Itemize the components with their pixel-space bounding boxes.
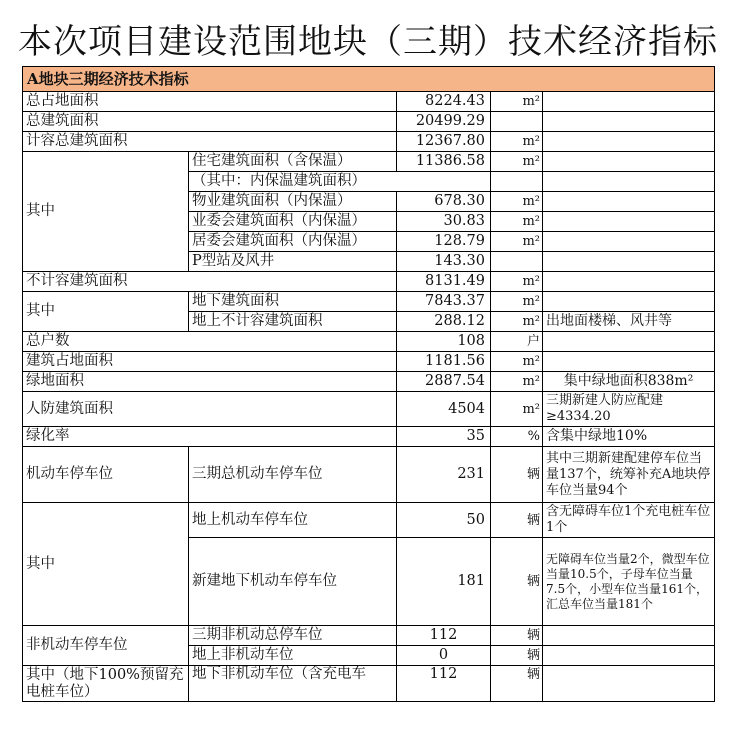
row-label: 居委会建筑面积（内保温）: [189, 232, 397, 252]
row-label: 绿化率: [23, 427, 397, 447]
row-note: [543, 292, 715, 312]
row-label: 三期非机动总停车位: [189, 626, 397, 646]
row-label: 地下非机动车位（含充电车: [189, 666, 397, 702]
row-note: [543, 232, 715, 252]
row-label: 机动车停车位: [23, 447, 189, 503]
row-label: 建筑占地面积: [23, 352, 397, 372]
page-title: 本次项目建设范围地块（三期）技术经济指标: [18, 22, 718, 62]
row-unit: 辆: [491, 646, 543, 666]
row-label: 地上不计容建筑面积: [189, 312, 397, 332]
row-note: 三期新建人防应配建≥4334.20: [543, 392, 715, 427]
row-note: [543, 152, 715, 172]
row-label: 地上机动车停车位: [189, 503, 397, 538]
row-sublabel: 三期总机动车停车位: [189, 447, 397, 503]
row-note: 含集中绿地10%: [543, 427, 715, 447]
row-unit: m²: [491, 312, 543, 332]
row-unit: [491, 252, 543, 272]
row-value: 112: [397, 666, 491, 702]
row-note: 集中绿地面积838m²: [543, 372, 715, 392]
row-unit: 辆: [491, 666, 543, 702]
row-value: 20499.29: [397, 112, 491, 132]
row-note: 其中三期新建配建停车位当量137个，统筹补充A地块停车位当量94个: [543, 447, 715, 503]
row-value: 108: [397, 332, 491, 352]
row-unit: [491, 172, 543, 192]
row-unit: %: [491, 427, 543, 447]
row-value: 30.83: [397, 212, 491, 232]
row-note: 无障碍车位当量2个，微型车位当量10.5个，子母车位当量7.5个，小型车位当量161个，汇总车位当量181个: [543, 538, 715, 626]
row-unit: m²: [491, 352, 543, 372]
economic-indicators-table: [22, 66, 715, 702]
table-row: [23, 292, 715, 312]
row-note: [543, 272, 715, 292]
row-unit: m²: [491, 372, 543, 392]
row-note: 含无障碍车位1个充电桩车位1个: [543, 503, 715, 538]
row-note: [543, 192, 715, 212]
row-note: [543, 352, 715, 372]
row-unit: m²: [491, 292, 543, 312]
row-value: 11386.58: [397, 152, 491, 172]
row-value: 288.12: [397, 312, 491, 332]
table-row: [23, 92, 715, 112]
row-value: 35: [397, 427, 491, 447]
row-value: 1181.56: [397, 352, 491, 372]
row-value: 0: [397, 646, 491, 666]
row-unit: m²: [491, 392, 543, 427]
row-unit: 户: [491, 332, 543, 352]
group-label: 其中: [23, 152, 189, 272]
table-row: [23, 447, 715, 503]
group-label: 非机动车停车位: [23, 626, 189, 666]
row-unit: [491, 112, 543, 132]
row-value: 678.30: [397, 192, 491, 212]
row-label: 不计容建筑面积: [23, 272, 397, 292]
table-header: A地块三期经济技术指标: [23, 67, 715, 92]
row-label: 绿地面积: [23, 372, 397, 392]
table-row: [23, 372, 715, 392]
table-row: [23, 332, 715, 352]
table-row: [23, 427, 715, 447]
row-label: P型站及风井: [189, 252, 397, 272]
table-header-row: [23, 67, 715, 92]
row-unit: 辆: [491, 626, 543, 646]
row-note: [543, 92, 715, 112]
row-note: [543, 626, 715, 646]
row-unit: m²: [491, 152, 543, 172]
row-value: 112: [397, 626, 491, 646]
row-unit: m²: [491, 232, 543, 252]
row-note: [543, 212, 715, 232]
row-value: 4504: [397, 392, 491, 427]
row-label: 住宅建筑面积（含保温）: [189, 152, 397, 172]
row-unit: 辆: [491, 503, 543, 538]
row-label: 业委会建筑面积（内保温）: [189, 212, 397, 232]
row-value: 128.79: [397, 232, 491, 252]
row-unit: m²: [491, 192, 543, 212]
row-unit: 辆: [491, 447, 543, 503]
row-value: 8224.43: [397, 92, 491, 112]
row-unit: m²: [491, 272, 543, 292]
row-note: 出地面楼梯、风井等: [543, 312, 715, 332]
row-label: 总建筑面积: [23, 112, 397, 132]
table-row: [23, 152, 715, 172]
row-unit: m²: [491, 92, 543, 112]
group-label: 其中: [23, 292, 189, 332]
row-label: （其中：内保温建筑面积）: [189, 172, 491, 192]
row-note: [543, 666, 715, 702]
table-row: [23, 352, 715, 372]
row-value: 12367.80: [397, 132, 491, 152]
row-unit: 辆: [491, 538, 543, 626]
row-note: [543, 132, 715, 152]
row-note: [543, 332, 715, 352]
row-value: 181: [397, 538, 491, 626]
table-row: [23, 392, 715, 427]
row-unit: m²: [491, 132, 543, 152]
row-label: 人防建筑面积: [23, 392, 397, 427]
row-value: 7843.37: [397, 292, 491, 312]
row-note: [543, 172, 715, 192]
row-label: 计容总建筑面积: [23, 132, 397, 152]
group-label: 其中: [23, 503, 189, 626]
table-row: [23, 666, 715, 702]
row-value: 231: [397, 447, 491, 503]
row-note: [543, 112, 715, 132]
table-row: [23, 272, 715, 292]
table-row: [23, 503, 715, 538]
row-label: 新建地下机动车停车位: [189, 538, 397, 626]
row-value: 8131.49: [397, 272, 491, 292]
row-label: 总占地面积: [23, 92, 397, 112]
row-label: 物业建筑面积（内保温）: [189, 192, 397, 212]
row-label: 地上非机动车位: [189, 646, 397, 666]
group-label: 其中（地下100%预留充电桩车位）: [23, 666, 189, 702]
table-row: [23, 112, 715, 132]
row-label: 地下建筑面积: [189, 292, 397, 312]
row-value: 50: [397, 503, 491, 538]
row-unit: m²: [491, 212, 543, 232]
row-value: 2887.54: [397, 372, 491, 392]
table-row: [23, 132, 715, 152]
table-row: [23, 626, 715, 646]
row-value: 143.30: [397, 252, 491, 272]
row-label: 总户数: [23, 332, 397, 352]
row-note: [543, 252, 715, 272]
row-note: [543, 646, 715, 666]
